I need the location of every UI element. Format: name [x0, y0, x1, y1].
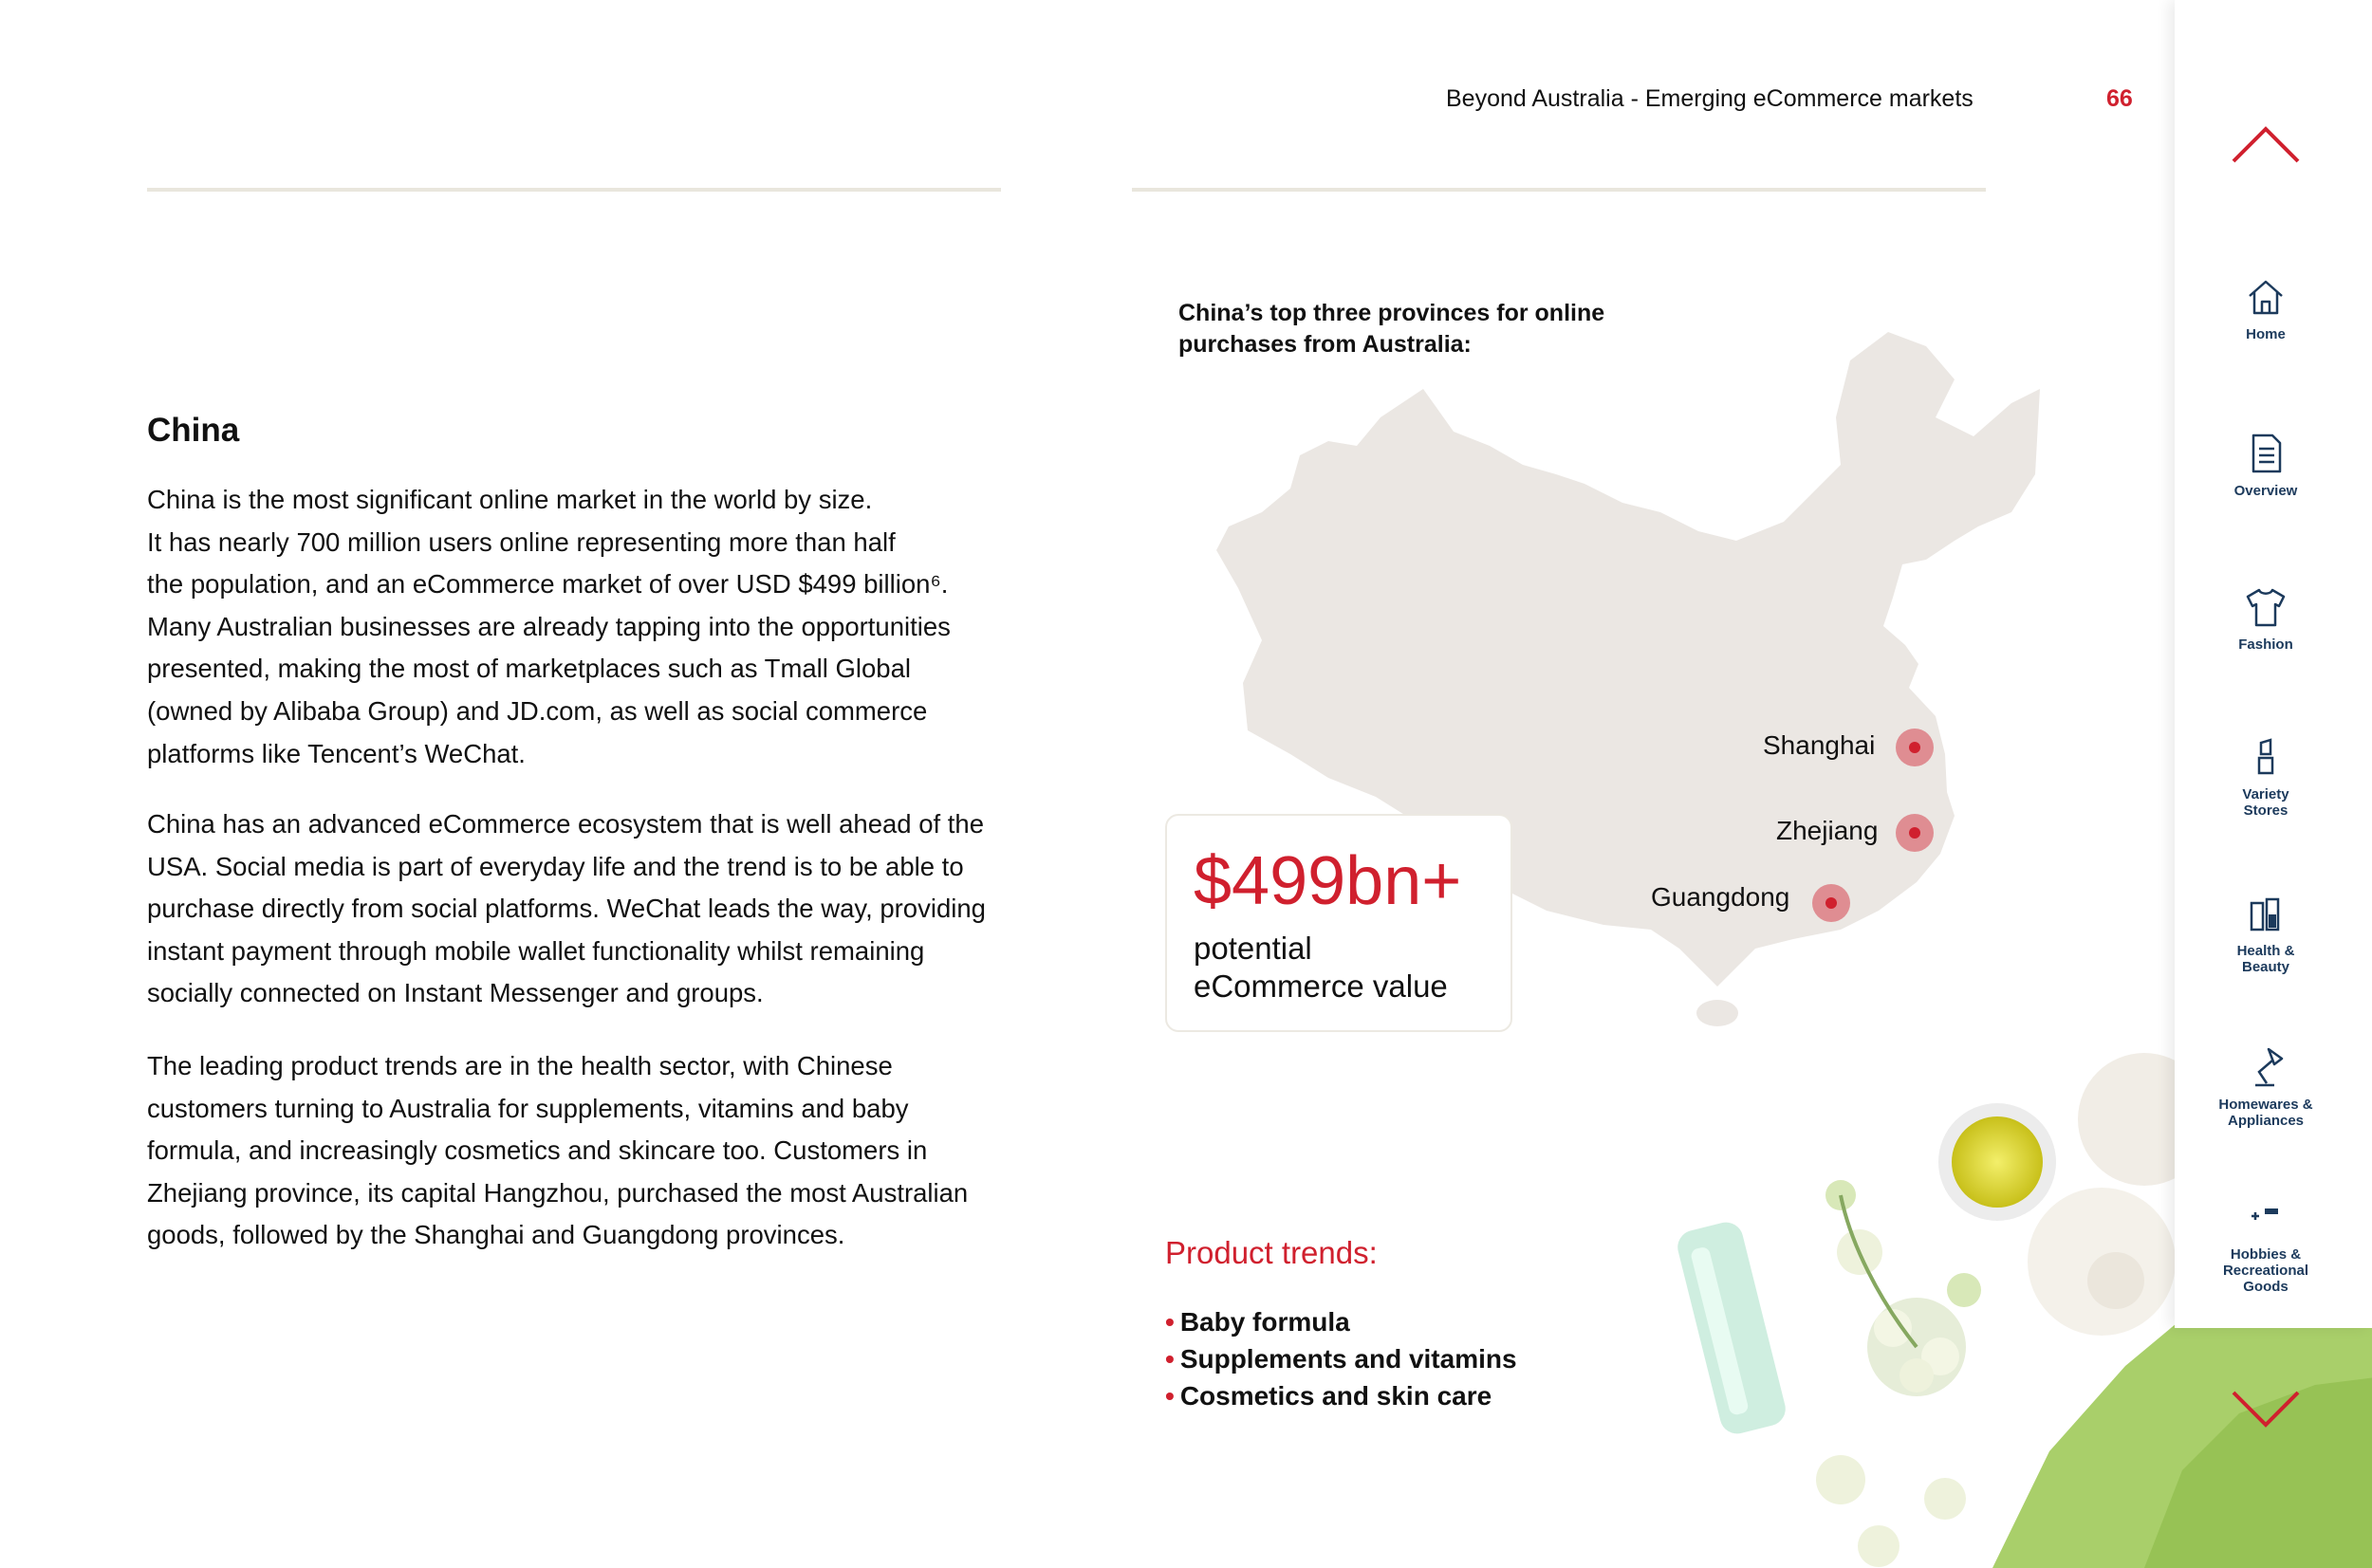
lamp-icon: [2244, 1045, 2288, 1089]
list-item: [1165, 1303, 1517, 1340]
text-line: socially connected on Instant Messenger and groups.: [147, 978, 764, 1008]
sidebar-item-hobbies-recreational-goods[interactable]: [2201, 1195, 2330, 1295]
province-label-zhejiang: Zhejiang: [1776, 816, 1879, 845]
trend-label: Supplements and vitamins: [1179, 1344, 1517, 1374]
body-paragraph-3: [147, 1045, 1115, 1257]
list-item: [1165, 1340, 1517, 1377]
section-heading: China: [147, 412, 240, 449]
sidebar-item-label-line: Recreational: [2222, 1263, 2309, 1279]
stat-card: [1165, 814, 1512, 1032]
product-trends-heading: Product trends:: [1165, 1235, 1378, 1270]
text-line: Zhejiang province, its capital Hangzhou, purchased the most Australian: [147, 1177, 969, 1208]
sidebar-item-label-line: Homewares &: [2218, 1097, 2313, 1113]
sidebar-item-label: Fashion: [2238, 636, 2293, 653]
gamepad-icon: [2244, 1195, 2288, 1239]
body-paragraph-2: [147, 803, 1115, 1015]
text-line: purchases from Australia:: [1178, 331, 1472, 358]
text-line: Many Australian businesses are already tapping into the opportunities: [147, 611, 951, 641]
sidebar-item-overview[interactable]: [2201, 432, 2330, 499]
sidebar-item-label-line: Hobbies &: [2230, 1246, 2302, 1263]
product-trends-list: [1165, 1303, 1517, 1414]
sidebar-item-label: Overview: [2233, 483, 2298, 499]
sidebar-item-health-beauty[interactable]: [2201, 892, 2330, 975]
text-line: USA. Social media is part of everyday life and the trend is to be able to: [147, 851, 964, 881]
text-line: eCommerce value: [1194, 968, 1448, 1004]
text-line: It has nearly 700 million users online representing more than half: [147, 526, 896, 557]
text-line: potential: [1194, 931, 1312, 966]
text-line: instant payment through mobile wallet functionality whilst remaining: [147, 935, 925, 966]
text-line: (owned by Alibaba Group) and JD.com, as well as social commerce: [147, 695, 928, 726]
lipstick-icon: [2244, 735, 2288, 779]
stat-value: $499bn+: [1194, 843, 1462, 919]
sidebar-panel: [2175, 0, 2372, 1328]
location-marker-icon: [1896, 729, 1934, 766]
sidebar-item-label: Home: [2246, 326, 2286, 342]
tshirt-icon: [2244, 585, 2288, 629]
text-line: China is the most significant online market in the world by size.: [147, 485, 873, 514]
province-label-guangdong: Guangdong: [1651, 882, 1790, 912]
text-line: customers turning to Australia for supplements, vitamins and baby: [147, 1093, 909, 1123]
bullet-icon: •: [1165, 1381, 1175, 1411]
chevron-down-icon[interactable]: [2230, 1387, 2302, 1430]
text-line: the population, and an eCommerce market of over USD $499 billion⁶.: [147, 569, 949, 600]
text-line: goods, followed by the Shanghai and Guangdong provinces.: [147, 1220, 845, 1250]
sidebar-item-label-line: Health &: [2236, 943, 2295, 959]
province-label-shanghai: Shanghai: [1763, 730, 1876, 760]
location-marker-icon: [1896, 814, 1934, 852]
sidebar-item-label-line: Beauty: [2241, 959, 2290, 975]
sidebar-item-fashion[interactable]: [2201, 585, 2330, 653]
location-marker-icon: [1812, 884, 1850, 922]
sidebar-item-home[interactable]: [2201, 275, 2330, 342]
page-number: 66: [2106, 85, 2133, 112]
stat-label: [1194, 930, 1448, 1005]
document-icon: [2244, 432, 2288, 475]
trend-label: Cosmetics and skin care: [1179, 1381, 1492, 1411]
chevron-up-icon[interactable]: [2230, 123, 2302, 167]
bullet-icon: •: [1165, 1307, 1175, 1337]
home-icon: [2244, 275, 2288, 319]
sidebar-item-label-line: Variety: [2242, 786, 2289, 802]
sidebar-item-homewares-appliances[interactable]: [2201, 1045, 2330, 1129]
bottles-icon: [2244, 892, 2288, 935]
sidebar-item-label-line: Goods: [2243, 1279, 2289, 1295]
divider-right: [1132, 188, 1986, 192]
body-paragraph-1: [147, 479, 1115, 775]
sidebar-item-variety-stores[interactable]: [2201, 735, 2330, 819]
sidebar-item-label-line: Appliances: [2227, 1113, 2305, 1129]
bullet-icon: •: [1165, 1344, 1175, 1374]
divider-left: [147, 188, 1001, 192]
text-line: The leading product trends are in the health sector, with Chinese: [147, 1051, 893, 1080]
running-header-title: Beyond Australia - Emerging eCommerce markets: [1446, 85, 1974, 112]
sidebar-item-label-line: Stores: [2243, 802, 2289, 819]
text-line: formula, and increasingly cosmetics and skincare too. Customers in: [147, 1135, 928, 1166]
text-line: China’s top three provinces for online: [1178, 300, 1605, 326]
text-line: China has an advanced eCommerce ecosystem that is well ahead of the: [147, 809, 985, 839]
list-item: [1165, 1377, 1517, 1414]
text-line: presented, making the most of marketplaces such as Tmall Global: [147, 654, 912, 684]
trend-label: Baby formula: [1179, 1307, 1350, 1337]
text-line: purchase directly from social platforms. WeChat leads the way, providing: [147, 894, 986, 924]
text-line: platforms like Tencent’s WeChat.: [147, 738, 526, 768]
map-heading: [1178, 298, 1710, 360]
